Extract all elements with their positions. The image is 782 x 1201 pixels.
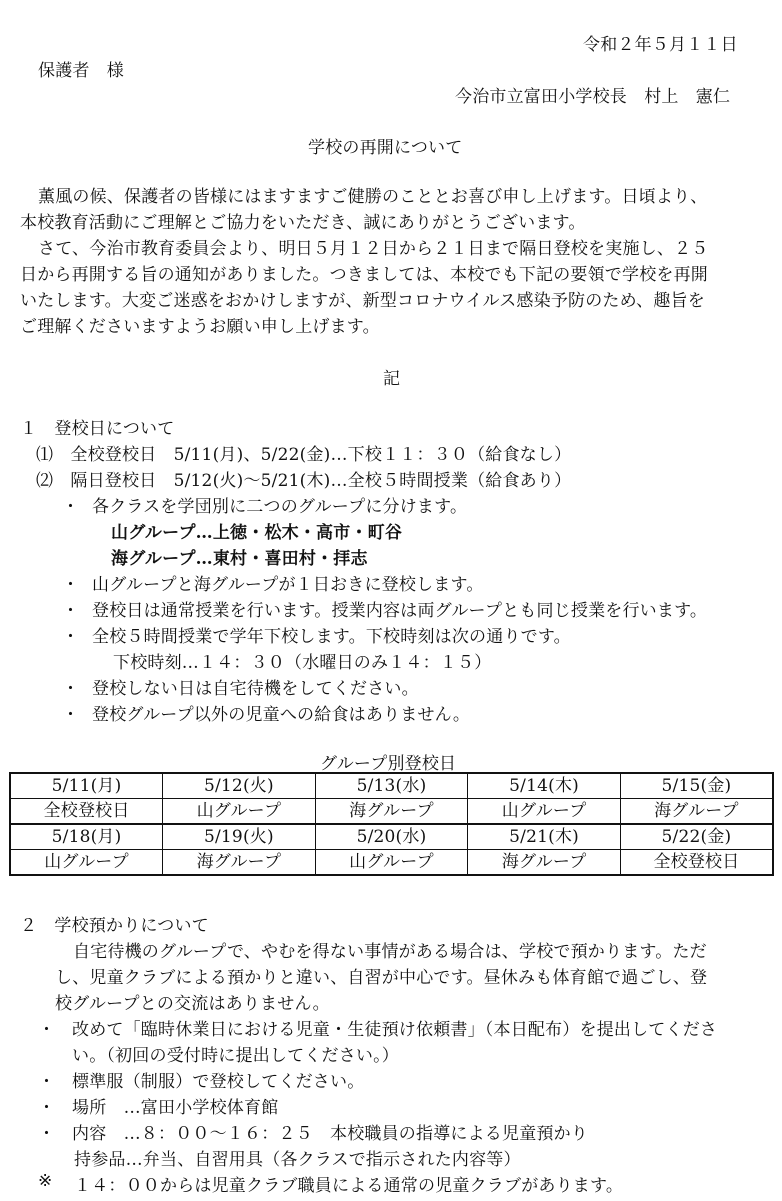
table-cell-date: 5/21(木) <box>468 824 621 850</box>
table-cell-group: 海グループ <box>620 799 773 825</box>
section1-item2: ⑵ 隔日登校日 5/12(火)～5/21(木)…全校５時間授業（給食あり） <box>36 471 572 491</box>
table-cell-date: 5/15(金) <box>620 773 773 799</box>
bullet-mark: ・ <box>62 601 80 621</box>
table-cell-group: 海グループ <box>315 799 468 825</box>
section1-bullet6: 登校グループ以外の児童への給食はありません。 <box>92 705 471 725</box>
section2-para-line1: 自宅待機のグループで、やむを得ない事情がある場合は、学校で預かります。ただ <box>73 942 707 962</box>
table-row <box>10 799 773 825</box>
table-caption: グループ別登校日 <box>320 754 457 774</box>
bullet-mark: ・ <box>62 627 80 647</box>
section2-bullet2: 標準服（制服）で登校してください。 <box>72 1072 365 1092</box>
group-yama: 山グループ…上徳・松木・高市・町谷 <box>111 523 403 543</box>
intro-line-1: 薫風の候、保護者の皆様にはますますご健勝のこととお喜び申し上げます。日頃より、 <box>38 187 708 207</box>
table-cell-group: 山グループ <box>468 799 621 825</box>
bullet-mark: ・ <box>62 575 80 595</box>
table-cell-date: 5/12(火) <box>163 773 316 799</box>
letter-date: 令和２年５月１１日 <box>583 35 738 55</box>
section1-heading: １ 登校日について <box>20 419 175 439</box>
intro-line-2: 本校教育活動にご理解とご協力をいただき、誠にありがとうございます。 <box>20 213 586 233</box>
bullet-mark: ・ <box>62 679 80 699</box>
table-cell-date: 5/14(木) <box>468 773 621 799</box>
section2-bullet3: 場所 …富田小学校体育館 <box>72 1098 279 1118</box>
note-mark: ※ <box>38 1171 53 1191</box>
section2-note: １４：００からは児童クラブ職員による通常の児童クラブがあります。 <box>74 1176 624 1196</box>
bullet-mark: ・ <box>38 1020 56 1040</box>
letter-title: 学校の再開について <box>308 138 463 158</box>
dismissal-time: 下校時刻…１４：３０（水曜日のみ１４：１５） <box>113 653 492 673</box>
table-cell-group: 全校登校日 <box>620 850 773 876</box>
sender: 今治市立富田小学校長 村上 憲仁 <box>455 87 731 107</box>
table-cell-group: 全校登校日 <box>10 799 163 825</box>
section2-bullet4: 内容 …８：００～１６：２５ 本校職員の指導による児童預かり <box>72 1124 588 1144</box>
schedule-table <box>9 772 774 876</box>
table-cell-group: 山グループ <box>163 799 316 825</box>
bullet-mark: ・ <box>62 497 80 517</box>
intro-line-3: さて、今治市教育委員会より、明日５月１２日から２１日まで隔日登校を実施し、２５ <box>38 239 709 259</box>
table-cell-date: 5/19(火) <box>163 824 316 850</box>
table-cell-date: 5/11(月) <box>10 773 163 799</box>
recipient: 保護者 様 <box>38 61 124 81</box>
intro-line-4: 日から再開する旨の通知がありました。つきましては、本校でも下記の要領で学校を再開 <box>20 265 708 285</box>
section2-para-line2: し、児童クラブによる預かりと違い、自習が中心です。昼休みも体育館で過ごし、登 <box>55 968 708 988</box>
table-cell-group: 山グループ <box>315 850 468 876</box>
table-row <box>10 850 773 876</box>
bullet-mark: ・ <box>38 1098 56 1118</box>
table-cell-group: 海グループ <box>468 850 621 876</box>
bullet-mark: ・ <box>38 1072 56 1092</box>
section2-heading: ２ 学校預かりについて <box>20 916 209 936</box>
bullet-mark: ・ <box>38 1124 56 1144</box>
bullet-mark: ・ <box>62 705 80 725</box>
section2-belongings: 持参品…弁当、自習用具（各クラスで指示された内容等） <box>74 1150 521 1170</box>
intro-line-6: ご理解くださいますようお願い申し上げます。 <box>20 317 380 337</box>
intro-line-5: いたします。大変ご迷惑をおかけしますが、新型コロナウイルス感染予防のため、趣旨を <box>20 291 705 311</box>
table-row <box>10 824 773 850</box>
section2-para-line3: 校グループとの交流はありません。 <box>55 994 330 1014</box>
table-cell-date: 5/13(水) <box>315 773 468 799</box>
table-cell-group: 山グループ <box>10 850 163 876</box>
table-row <box>10 773 773 799</box>
table-cell-date: 5/20(水) <box>315 824 468 850</box>
section2-bullet1-line1: 改めて「臨時休業日における児童・生徒預け依頼書」（本日配布）を提出してくださ <box>72 1020 718 1040</box>
group-umi: 海グループ…東村・喜田村・拝志 <box>111 549 368 569</box>
section1-bullet4: 全校５時間授業で学年下校します。下校時刻は次の通りです。 <box>92 627 571 647</box>
section1-bullet1: 各クラスを学団別に二つのグループに分けます。 <box>92 497 468 517</box>
section1-bullet2: 山グループと海グループが１日おきに登校します。 <box>92 575 484 595</box>
section2-bullet1-line2: い。（初回の受付時に提出してください。） <box>72 1046 399 1066</box>
table-cell-date: 5/18(月) <box>10 824 163 850</box>
section1-bullet5: 登校しない日は自宅待機をしてください。 <box>92 679 419 699</box>
section1-item1: ⑴ 全校登校日 5/11(月)、5/22(金)…下校１１：３０（給食なし） <box>36 445 572 465</box>
section1-bullet3: 登校日は通常授業を行います。授業内容は両グループとも同じ授業を行います。 <box>92 601 708 621</box>
ki-heading: 記 <box>383 369 401 389</box>
table-cell-group: 海グループ <box>163 850 316 876</box>
table-cell-date: 5/22(金) <box>620 824 773 850</box>
